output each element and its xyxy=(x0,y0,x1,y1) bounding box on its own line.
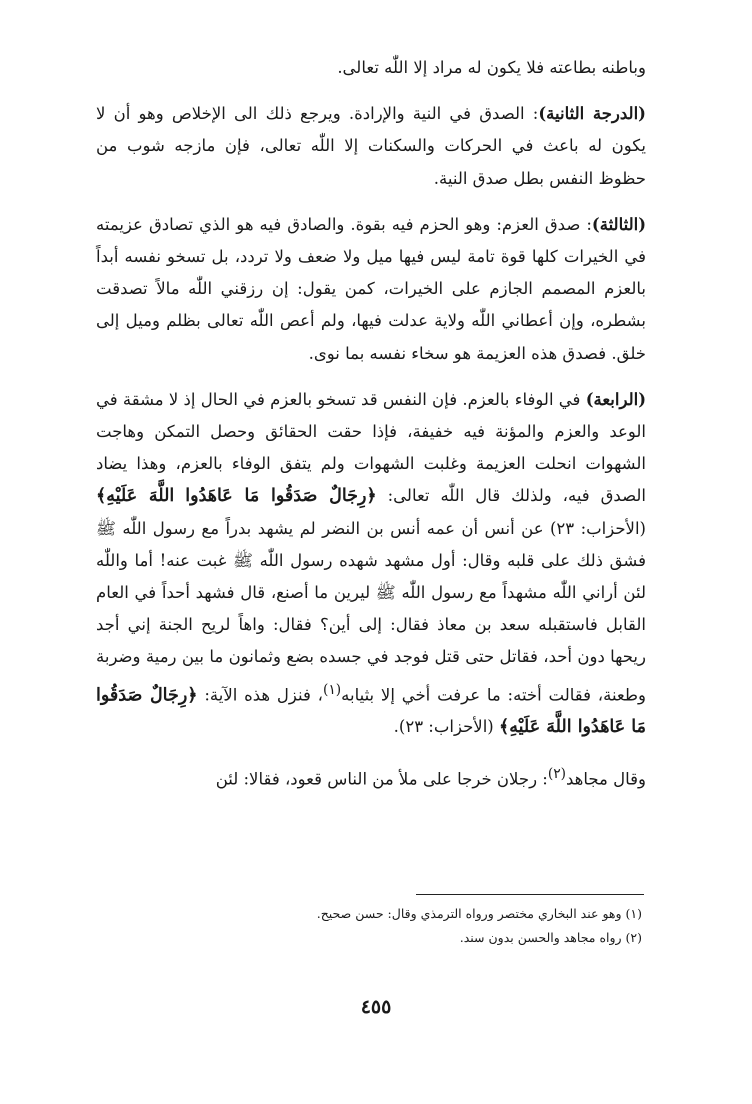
text-line: أين؟ فقال: واهاً لريح الجنة إني أجد ريحها دون أحد، فقاتل حتى قتل فوجد xyxy=(96,615,646,667)
text-line: : الصدق في النية والإرادة. ويرجع ذلك الى xyxy=(234,104,539,124)
text-line: تصادق عزيمته في الخيرات كلها قوة تامة ليس فيها ميل ولا ضعف ولا تردد، xyxy=(96,214,646,267)
footnote-marker: (١) xyxy=(322,681,342,698)
text-line: في الوفاء بالعزم. فإن النفس قد تسخو بالعزم في الحال إذ لا xyxy=(168,389,581,409)
section-heading: (الثالثة) xyxy=(591,214,647,234)
text-line: مشقة في الوعد والعزم والمؤنة فيه خفيفة، فإذا حقت الحقائق وحصل التمكن xyxy=(96,389,646,442)
text-line: مع رسول اللّٰه ﷺ فشق ذلك على قلبه وقال: أول مشهد شهده رسول اللّٰه xyxy=(96,518,646,570)
section-heading: (الرابعة) xyxy=(585,389,646,409)
footnotes xyxy=(96,902,642,950)
text-line: ، فنزل هذه الآية: xyxy=(204,685,323,705)
quran-verse: ﴿رِجَالٌ صَدَقُوا مَا عَاهَدُوا اللَّهَ عَلَيْهِ﴾ xyxy=(96,685,646,738)
text-line: نوى. xyxy=(308,343,340,363)
text-line: وقال مجاهد xyxy=(566,769,646,789)
text-line: : رجلان خرجا على ملأ من الناس قعود، فقالا: لئن xyxy=(215,769,548,789)
footnote-marker: (٢) xyxy=(547,765,566,782)
text-line: وهاجت الشهوات انحلت العزيمة وغلبت الشهوات ولم يتفق الوفاء بالعزم، xyxy=(96,422,647,474)
text-line: رزقني اللّٰه مالاً تصدقت بشطره، وإن أعطاني اللّٰه ولاية عدلت فيها، ولم xyxy=(96,279,646,331)
quran-verse: اللَّهَ عَلَيْهِ﴾ xyxy=(96,486,175,507)
paragraph-2 xyxy=(96,98,646,195)
paragraph-5 xyxy=(96,758,646,796)
page-number: ٤٥٥ xyxy=(360,996,392,1018)
text-line: : صدق العزم: وهو الحزم فيه بقوة. والصادق فيه هو الذي xyxy=(199,214,592,234)
quran-verse: ﴿رِجَالٌ صَدَقُوا مَا عَاهَدُوا xyxy=(185,486,377,507)
text-line: في جسده بضع وثمانون ما بين رمية وضربة وطعنة، فقالت أخته: ما عرفت xyxy=(96,647,646,705)
text-line: أصنع، قال فشهد أحداً في العام القابل فاستقبله سعد بن معاذ فقال: إلى xyxy=(96,583,646,635)
footnote-1: (١) وهو عند البخاري مختصر ورواه الترمذي وقال: حسن صحيح. xyxy=(316,906,642,921)
text-line: (الأحزاب: ٢٣). xyxy=(393,717,494,737)
text-line: وباطنه بطاعته فلا يكون له مراد إلا اللّٰه تعالى. xyxy=(337,58,646,77)
main-text xyxy=(96,52,646,795)
text-line: أعص اللّٰه تعالى بظلم وميل إلى خلق. فصدق هذه العزيمة هو سخاء نفسه بما xyxy=(96,311,646,363)
text-line: أخي إلا بثيابه xyxy=(341,685,431,705)
footnote-2: (٢) رواه مجاهد والحسن بدون سند. xyxy=(459,930,642,945)
text-line: ﷺ غبت عنه! أما واللّٰه لئن أراني اللّٰه مشهداً مع رسول اللّٰه ﷺ ليرين ما xyxy=(96,550,646,603)
paragraph-4 xyxy=(96,384,646,744)
text-line: (الأحزاب: ٢٣) عن أنس أن عمه أنس بن النضر لم يشهد بدراً xyxy=(225,518,646,538)
text-line: بل تسخو نفسه أبداً بالعزم المصمم الجازم على الخيرات، كمن يقول: إن xyxy=(96,247,646,299)
paragraph-1 xyxy=(96,52,646,84)
text-line: وهذا يضاد الصدق فيه، ولذلك قال اللّٰه تعالى: xyxy=(96,454,647,506)
paragraph-3 xyxy=(96,209,646,370)
text-line: الإخلاص وهو أن لا يكون له باعث في الحركات والسكنات إلا اللّٰه تعالى، xyxy=(96,104,646,156)
text-line: فإن مازجه شوب من حظوظ النفس بطل صدق النية. xyxy=(96,136,646,188)
section-heading: (الدرجة الثانية) xyxy=(538,104,646,124)
footnote-divider xyxy=(416,894,644,895)
